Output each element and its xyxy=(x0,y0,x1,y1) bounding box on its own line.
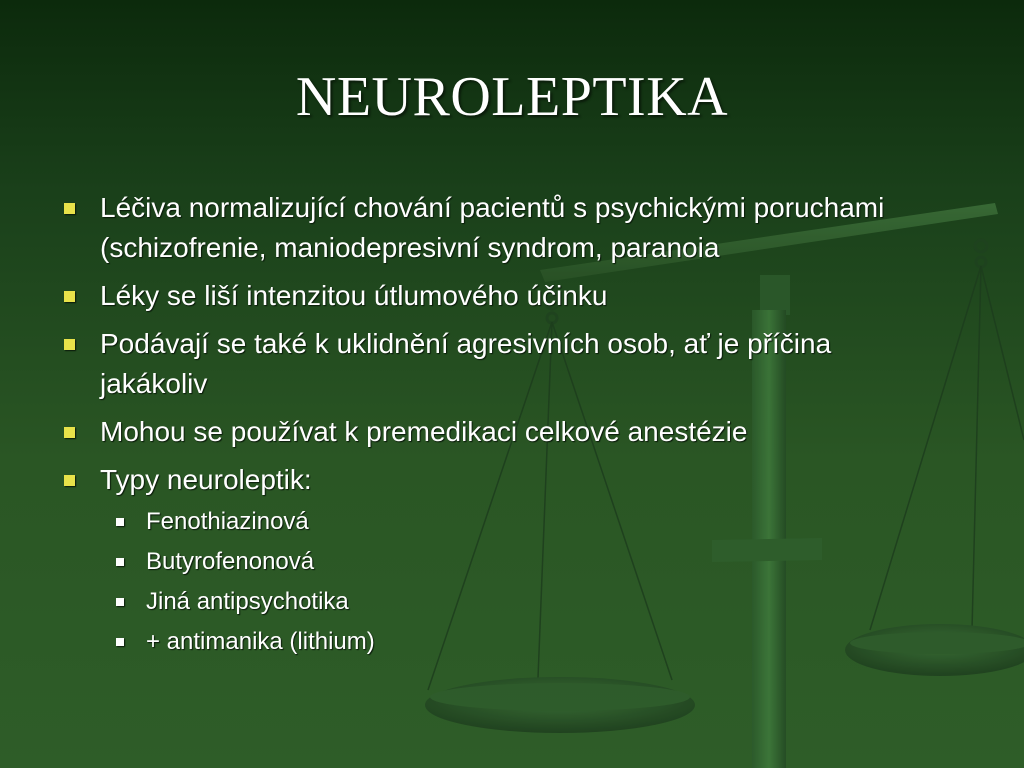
bullet-item xyxy=(60,276,940,316)
bullet-list xyxy=(60,188,940,666)
sub-bullet-item xyxy=(114,586,940,618)
sub-bullet-item xyxy=(114,506,940,538)
small-square-bullet-icon xyxy=(116,638,124,646)
bullet-text: Podávají se také k uklidnění agresivních osob, ať je příčina jakákoliv xyxy=(100,328,832,399)
square-bullet-icon xyxy=(64,291,75,302)
square-bullet-icon xyxy=(64,427,75,438)
bullet-item xyxy=(60,412,940,452)
small-square-bullet-icon xyxy=(116,518,124,526)
bullet-text: Mohou se používat k premedikaci celkové anestézie xyxy=(100,416,748,447)
small-square-bullet-icon xyxy=(116,558,124,566)
bullet-item xyxy=(60,460,940,500)
sub-bullet-list xyxy=(114,506,940,658)
bullet-text: Typy neuroleptik: xyxy=(100,464,312,495)
sub-bullet-text: Jiná antipsychotika xyxy=(146,588,349,615)
bullet-text: Léčiva normalizující chování pacientů s psychickými poruchami (schizofrenie, maniodepresivní syndrom, paranoia xyxy=(100,192,885,263)
bullet-item xyxy=(60,324,940,404)
bullet-text: Léky se liší intenzitou útlumového účinku xyxy=(100,280,608,311)
sub-bullet-text: Butyrofenonová xyxy=(146,548,315,575)
bullet-item xyxy=(60,188,940,268)
sub-bullet-text: Fenothiazinová xyxy=(146,508,309,535)
slide-title: NEUROLEPTIKA xyxy=(295,66,729,128)
square-bullet-icon xyxy=(64,339,75,350)
small-square-bullet-icon xyxy=(116,598,124,606)
sub-bullet-item xyxy=(114,626,940,658)
square-bullet-icon xyxy=(64,203,75,214)
sub-bullet-item xyxy=(114,546,940,578)
sub-bullet-text: + antimanika (lithium) xyxy=(146,628,375,655)
square-bullet-icon xyxy=(64,475,75,486)
